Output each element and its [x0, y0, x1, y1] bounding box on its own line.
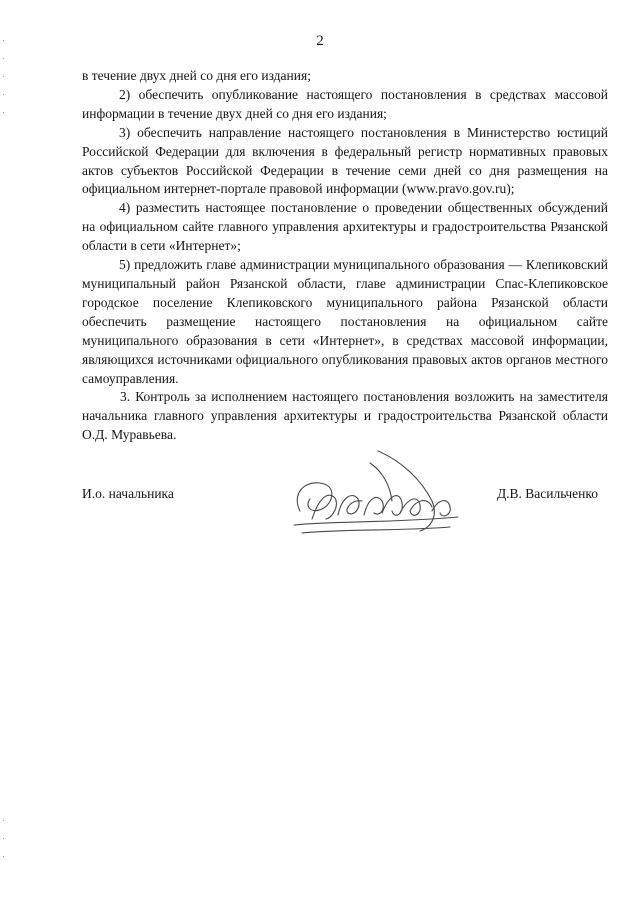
paragraph-control-clause: 3. Контроль за исполнением настоящего постановления возложить на заместителя начальника главного управления архитектуры и градостроительства Рязанской области О.Д. Муравьева.	[82, 389, 608, 443]
signature-block	[82, 486, 608, 546]
signer-position-title: И.о. начальника	[82, 486, 174, 501]
scan-margin-marks	[3, 40, 5, 860]
handwritten-signature	[282, 441, 472, 546]
paragraph-item-2: 2) обеспечить опубликование настоящего постановления в средствах массовой информации в течение двух дней со дня его издания;	[82, 86, 608, 121]
signer-name: Д.В. Васильченко	[496, 486, 598, 501]
paragraph-continuation: в течение двух дней со дня его издания;	[82, 68, 311, 83]
document-body	[82, 67, 608, 445]
paragraph-item-3: 3) обеспечить направление настоящего постановления в Министерство юстиций Российской Федерации для включения в федеральный регистр нормативных правовых актов субъектов Российской Федерации в течение семи дней со дня размещения на официальном интернет-портале правовой информации (www.pravo.gov.ru);	[82, 124, 608, 197]
paragraph-item-4: 4) разместить настоящее постановление о проведении общественных обсуждений на официальном сайте главного управления архитектуры и градостроительства Рязанской области в сети «Интернет»;	[82, 200, 608, 254]
page-number: 2	[316, 33, 324, 49]
paragraph-item-5: 5) предложить главе администрации муниципального образования — Клепиковский муниципальный район Рязанской области, главе администрации Спас-Клепиковское городское поселение Клепиковского муниципального района Рязанской области обеспечить размещение настоящего постановления на официальном сайте муниципального образования в сети «Интернет», в средствах массовой информации, являющихся источниками официального опубликования правовых актов органов местного самоуправления.	[82, 257, 608, 386]
